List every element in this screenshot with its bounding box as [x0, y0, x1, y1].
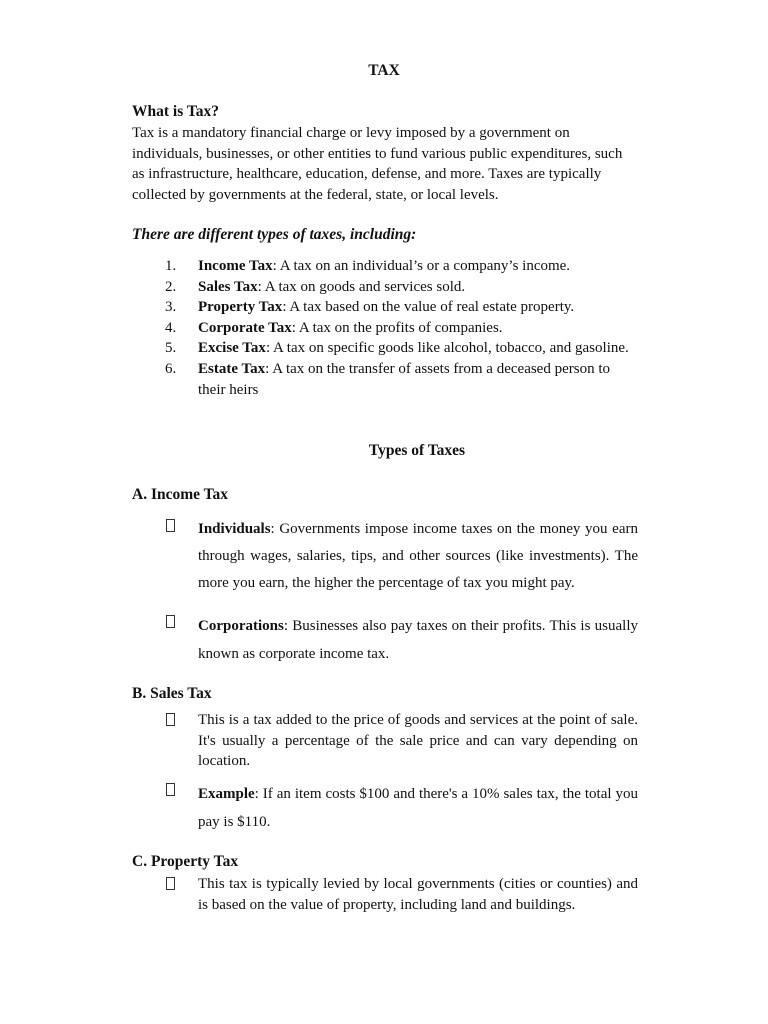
bullet-term: Individuals: [198, 521, 271, 537]
bullet-term: Example: [198, 786, 255, 802]
list-number: 6.: [165, 360, 177, 377]
list-term: Income Tax: [198, 258, 273, 274]
bullet-item: [132, 780, 638, 836]
list-number: 2.: [165, 278, 177, 295]
list-item: [132, 338, 638, 359]
list-desc: : A tax on the profits of companies.: [291, 319, 503, 336]
bullet-text: [198, 612, 638, 668]
list-term: Sales Tax: [198, 278, 258, 295]
section-heading-sales-tax: B. Sales Tax: [132, 685, 212, 702]
bullet-desc: : Governments impose income taxes on the money you earn through wages, salaries, tips, and other sources (like investments). The more you earn, the higher the percentage of tax you might pay.: [198, 521, 638, 591]
list-item: [132, 277, 638, 298]
list-term: Property Tax: [198, 299, 283, 316]
box-bullet-icon: [165, 516, 177, 532]
bullet-desc: This tax is typically levied by local governments (cities or counties) and is based on the value of property, including land and buildings.: [198, 876, 638, 913]
document-title: TAX: [368, 62, 400, 79]
bullet-text: [198, 874, 638, 915]
list-desc: : A tax on specific goods like alcohol, tobacco, and gasoline.: [265, 340, 629, 357]
box-bullet-icon: [165, 874, 177, 890]
bullet-text: [198, 780, 638, 836]
tax-types-list: [132, 256, 638, 400]
list-desc: : A tax based on the value of real estate property.: [282, 299, 575, 316]
list-item: [132, 256, 638, 277]
list-desc: : A tax on goods and services sold.: [257, 278, 466, 295]
list-number: 4.: [165, 319, 177, 336]
types-intro-heading: There are different types of taxes, including:: [132, 226, 417, 243]
list-item: [132, 297, 638, 318]
list-term: Estate Tax: [198, 360, 266, 377]
what-is-tax-paragraph: Tax is a mandatory financial charge or levy imposed by a government on individuals, businesses, or other entities to fund various public expenditures, such as infrastructure, healthcare, education, defense, and more. Taxes are typically collected by governments at the federal, state, or local levels.: [132, 125, 623, 203]
section-heading-property-tax: C. Property Tax: [132, 853, 239, 870]
box-bullet-icon: [165, 780, 177, 796]
bullet-text: [198, 710, 638, 772]
bullet-desc: This is a tax added to the price of goods and services at the point of sale. It's usually a percentage of the sale price and can vary depending on location.: [198, 712, 638, 770]
box-bullet-icon: [165, 710, 177, 726]
bullet-text: [198, 516, 638, 597]
list-number: 3.: [165, 299, 177, 316]
bullet-desc: : Businesses also pay taxes on their profits. This is usually known as corporate income tax.: [198, 618, 638, 662]
list-desc: : A tax on an individual’s or a company’s income.: [272, 258, 571, 274]
list-number: 5.: [165, 340, 177, 357]
bullet-item: [132, 516, 638, 597]
bullet-item: [132, 710, 638, 772]
what-is-tax-heading: What is Tax?: [132, 103, 220, 120]
bullet-term: Corporations: [198, 618, 284, 634]
list-number: 1.: [165, 258, 177, 274]
list-item: [132, 318, 638, 339]
list-desc: : A tax on the transfer of assets from a deceased person to their heirs: [198, 360, 610, 398]
list-item: [132, 359, 638, 400]
box-bullet-icon: [165, 612, 177, 628]
bullet-item: [132, 612, 638, 668]
types-of-taxes-heading: Types of Taxes: [368, 442, 466, 459]
bullet-item: [132, 874, 638, 915]
list-term: Corporate Tax: [198, 319, 292, 336]
bullet-desc: : If an item costs $100 and there's a 10% sales tax, the total you pay is $110.: [198, 786, 638, 830]
list-term: Excise Tax: [198, 340, 266, 357]
section-heading-income-tax: A. Income Tax: [132, 486, 229, 503]
